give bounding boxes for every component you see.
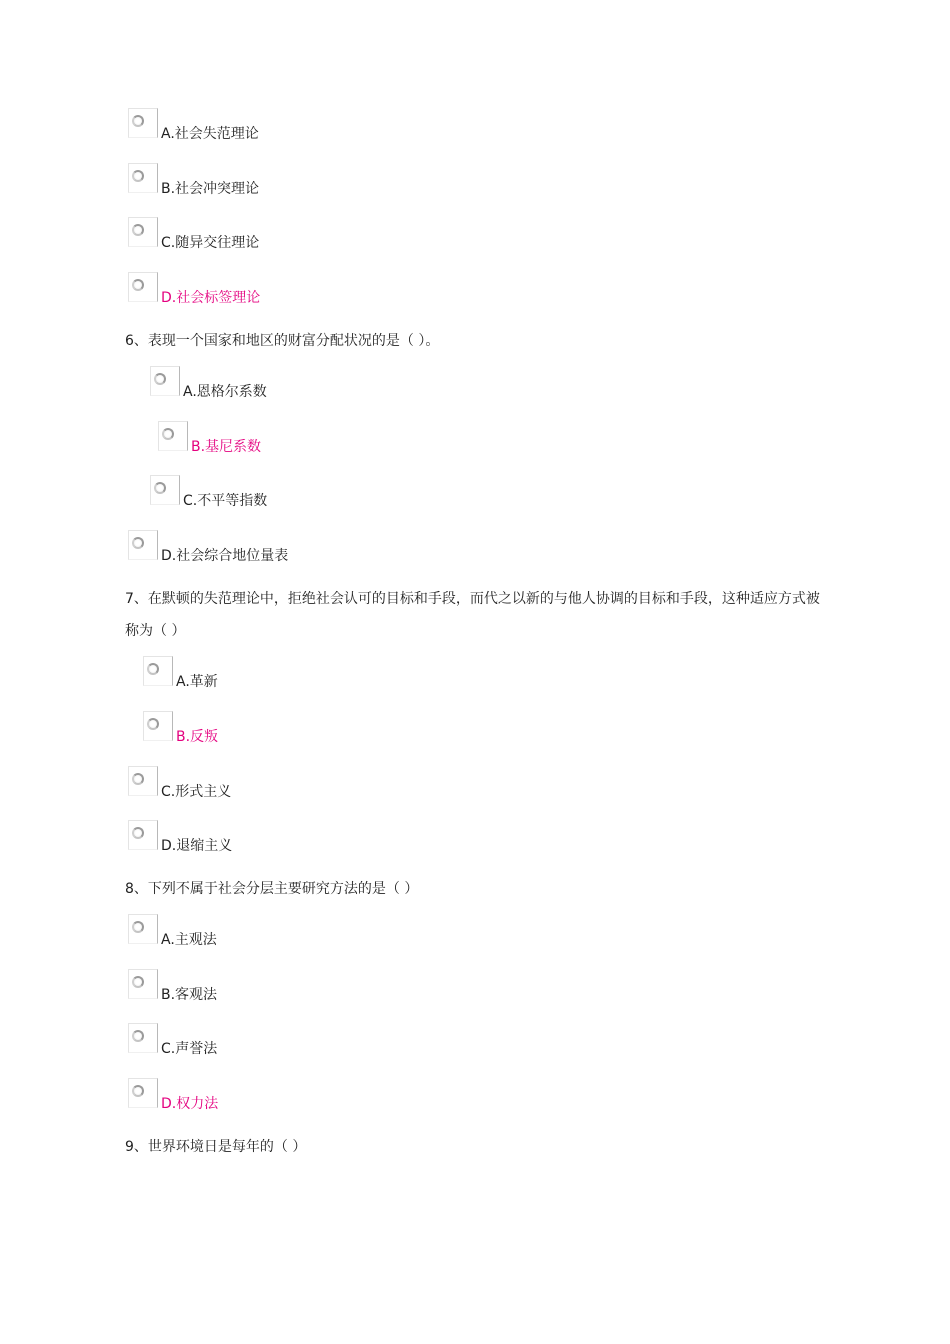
radio-button[interactable] [158,421,188,451]
radio-unselected-icon [132,115,144,127]
option-label: D.社会综合地位量表 [161,548,289,564]
option-label: C.随异交往理论 [161,235,260,251]
option-label: C.形式主义 [161,784,232,800]
radio-unselected-icon [154,373,166,385]
option-label: B.客观法 [161,987,218,1003]
option-label-correct: D.权力法 [161,1096,219,1112]
radio-button[interactable] [150,475,180,505]
radio-unselected-icon [132,1085,144,1097]
option-label: A.社会失范理论 [161,126,259,142]
radio-button[interactable] [128,1078,158,1108]
radio-unselected-icon [132,537,144,549]
radio-unselected-icon [162,428,174,440]
radio-button[interactable] [128,969,158,999]
radio-unselected-icon [154,482,166,494]
radio-unselected-icon [132,224,144,236]
radio-unselected-icon [132,279,144,291]
radio-unselected-icon [147,718,159,730]
option-label: C.不平等指数 [183,493,268,509]
radio-button[interactable] [150,366,180,396]
radio-button[interactable] [143,711,173,741]
radio-button[interactable] [128,217,158,247]
radio-button[interactable] [128,766,158,796]
radio-unselected-icon [132,976,144,988]
option-label: A.主观法 [161,932,217,948]
radio-unselected-icon [132,773,144,785]
question-9-text: 9、世界环境日是每年的（ ） [125,1139,307,1155]
radio-button[interactable] [128,820,158,850]
radio-unselected-icon [147,663,159,675]
radio-unselected-icon [132,1030,144,1042]
radio-unselected-icon [132,170,144,182]
question-6-text: 6、表现一个国家和地区的财富分配状况的是（ ）。 [125,333,440,349]
option-label: A.革新 [176,674,218,690]
option-label: C.声誉法 [161,1041,218,1057]
radio-button[interactable] [143,656,173,686]
radio-unselected-icon [132,827,144,839]
option-label-correct: B.基尼系数 [191,439,262,455]
radio-button[interactable] [128,108,158,138]
option-label-correct: D.社会标签理论 [161,290,261,306]
question-8-text: 8、下列不属于社会分层主要研究方法的是（ ） [125,881,419,897]
option-label: B.社会冲突理论 [161,181,260,197]
question-7-text: 7、在默顿的失范理论中，拒绝社会认可的目标和手段，而代之以新的与他人协调的目标和手段，这种适应方式被称为（ ） [125,591,820,639]
option-label-correct: B.反叛 [176,729,219,745]
radio-unselected-icon [132,921,144,933]
radio-button[interactable] [128,272,158,302]
radio-button[interactable] [128,530,158,560]
option-label: A.恩格尔系数 [183,384,267,400]
radio-button[interactable] [128,163,158,193]
radio-button[interactable] [128,914,158,944]
radio-button[interactable] [128,1023,158,1053]
option-label: D.退缩主义 [161,838,233,854]
